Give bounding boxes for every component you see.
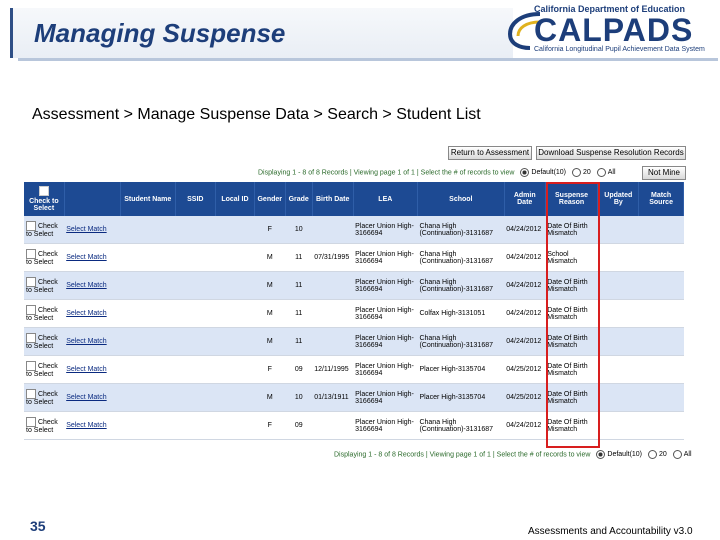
select-match-link[interactable]: Select Match [66,422,107,429]
admin-date-cell: 04/24/2012 [504,300,545,328]
check-cell[interactable] [24,244,64,272]
gender-cell: M [254,384,285,412]
radio-default[interactable] [520,168,529,177]
select-match-link[interactable]: Select Match [66,282,107,289]
suspense-reason-cell: Date Of Birth Mismatch [545,356,598,384]
updated-by-cell [598,384,639,412]
updated-by-cell [598,216,639,244]
logo-name: CALPADS [534,12,694,48]
updated-by-cell [598,300,639,328]
footer-caption: Assessments and Accountability v3.0 [528,526,693,537]
breadcrumb: Assessment > Manage Suspense Data > Search > Student List [32,106,481,123]
col-lea: LEA [353,182,417,216]
col-student-name: Student Name [121,182,176,216]
student-name-cell [121,272,176,300]
local-id-cell [216,328,255,356]
local-id-cell [216,216,255,244]
student-name-cell [121,412,176,440]
col-updated-by: Updated By [598,182,639,216]
gender-cell: F [254,412,285,440]
student-name-cell [121,216,176,244]
ssid-cell [175,300,216,328]
admin-date-cell: 04/24/2012 [504,412,545,440]
suspense-reason-cell: School Mismatch [545,244,598,272]
student-name-cell [121,300,176,328]
pager-bottom [334,450,692,459]
lea-cell: Placer Union High-3166694 [353,412,417,440]
slide-header [0,0,720,64]
admin-date-cell: 04/24/2012 [504,216,545,244]
updated-by-cell [598,412,639,440]
suspense-reason-cell: Date Of Birth Mismatch [545,328,598,356]
gender-cell: F [254,216,285,244]
student-name-cell [121,244,176,272]
check-label: Check to Select [26,222,58,238]
check-cell[interactable] [24,384,64,412]
row-checkbox[interactable] [26,389,36,399]
admin-date-cell: 04/25/2012 [504,384,545,412]
header-divider [18,58,718,61]
gender-cell: M [254,328,285,356]
gender-cell: F [254,356,285,384]
lea-cell: Placer Union High-3166694 [353,272,417,300]
school-cell: Chana High (Continuation)-3131687 [417,412,504,440]
calpads-logo [506,4,712,58]
birth-date-cell: 01/13/1911 [312,384,353,412]
radio-all-bottom-label: All [683,451,692,459]
ssid-cell [175,328,216,356]
page-title: Managing Suspense [34,18,286,48]
student-name-cell [121,384,176,412]
school-cell: Chana High (Continuation)-3131687 [417,272,504,300]
check-label: Check to Select [26,334,58,350]
suspense-reason-cell: Date Of Birth Mismatch [545,216,598,244]
match-source-cell [639,300,684,328]
col-birth-date: Birth Date [312,182,353,216]
suspense-reason-cell: Date Of Birth Mismatch [545,412,598,440]
birth-date-cell [312,412,353,440]
suspense-reason-cell: Date Of Birth Mismatch [545,300,598,328]
col-ssid: SSID [175,182,216,216]
updated-by-cell [598,244,639,272]
updated-by-cell [598,272,639,300]
download-suspense-button[interactable]: Download Suspense Resolution Records [536,146,686,160]
radio-all-label: All [607,169,616,177]
admin-date-cell: 04/24/2012 [504,244,545,272]
lea-cell: Placer Union High-3166694 [353,356,417,384]
school-cell: Chana High (Continuation)-3131687 [417,328,504,356]
ssid-cell [175,356,216,384]
radio-20-bottom-label: 20 [658,451,667,459]
check-cell[interactable] [24,272,64,300]
local-id-cell [216,272,255,300]
birth-date-cell [312,300,353,328]
ssid-cell [175,412,216,440]
col-match-source: Match Source [639,182,684,216]
grade-cell: 11 [285,300,312,328]
radio-all[interactable] [597,168,606,177]
local-id-cell [216,244,255,272]
match-source-cell [639,384,684,412]
radio-20-bottom[interactable] [648,450,657,459]
match-source-cell [639,244,684,272]
gender-cell: M [254,272,285,300]
row-checkbox[interactable] [26,333,36,343]
lea-cell: Placer Union High-3166694 [353,328,417,356]
return-to-assessment-button[interactable]: Return to Assessment [448,146,532,160]
select-match-link[interactable]: Select Match [66,394,107,401]
pager-top [258,168,616,177]
suspense-reason-highlight [546,182,600,448]
check-label: Check to Select [26,362,58,378]
ssid-cell [175,244,216,272]
logo-department: California Department of Education [534,4,686,14]
birth-date-cell [312,272,353,300]
radio-default-bottom[interactable] [596,450,605,459]
col-suspense-reason: Suspense Reason [545,182,598,216]
grade-cell: 11 [285,328,312,356]
updated-by-cell [598,356,639,384]
school-cell: Placer High-3135704 [417,384,504,412]
school-cell: Chana High (Continuation)-3131687 [417,244,504,272]
col-grade: Grade [285,182,312,216]
row-checkbox[interactable] [26,249,36,259]
col-check: Check to Select [24,182,64,216]
suspense-reason-cell: Date Of Birth Mismatch [545,272,598,300]
select-match-link[interactable]: Select Match [66,226,107,233]
check-label: Check to Select [26,306,58,322]
lea-cell: Placer Union High-3166694 [353,300,417,328]
col-local-id: Local ID [216,182,255,216]
check-label: Check to Select [26,390,58,406]
col-gender: Gender [254,182,285,216]
row-checkbox[interactable] [26,361,36,371]
radio-20-label: 20 [582,169,591,177]
not-mine-button[interactable]: Not Mine [642,166,686,180]
ssid-cell [175,216,216,244]
logo-subtitle: California Longitudinal Pupil Achievement Data System [534,46,705,53]
pager-bottom-text: Displaying 1 - 8 of 8 Records | Viewing page 1 of 1 | Select the # of records to view [334,451,591,459]
pager-top-text: Displaying 1 - 8 of 8 Records | Viewing page 1 of 1 | Select the # of records to view [258,169,515,177]
check-cell[interactable] [24,328,64,356]
select-match-link[interactable]: Select Match [66,310,107,317]
local-id-cell [216,356,255,384]
radio-20[interactable] [572,168,581,177]
check-label: Check to Select [26,418,58,434]
student-name-cell [121,356,176,384]
select-match-link[interactable]: Select Match [66,366,107,373]
grade-cell: 11 [285,244,312,272]
check-cell[interactable] [24,356,64,384]
grade-cell: 09 [285,412,312,440]
admin-date-cell: 04/25/2012 [504,356,545,384]
select-match-link[interactable]: Select Match [66,254,107,261]
check-cell[interactable] [24,412,64,440]
suspense-reason-cell: Date Of Birth Mismatch [545,384,598,412]
match-source-cell [639,356,684,384]
match-source-cell [639,216,684,244]
school-cell: Placer High-3135704 [417,356,504,384]
check-label: Check to Select [26,278,58,294]
birth-date-cell [312,216,353,244]
gender-cell: M [254,300,285,328]
radio-all-bottom[interactable] [673,450,682,459]
local-id-cell [216,384,255,412]
student-name-cell [121,328,176,356]
check-cell[interactable] [24,300,64,328]
birth-date-cell: 07/31/1995 [312,244,353,272]
lea-cell: Placer Union High-3166694 [353,244,417,272]
lea-cell: Placer Union High-3166694 [353,216,417,244]
lea-cell: Placer Union High-3166694 [353,384,417,412]
updated-by-cell [598,328,639,356]
school-cell: Chana High (Continuation)-3131687 [417,216,504,244]
match-source-cell [639,328,684,356]
local-id-cell [216,300,255,328]
row-checkbox[interactable] [26,221,36,231]
row-checkbox[interactable] [26,417,36,427]
radio-default-label: Default(10) [531,169,567,177]
select-all-checkbox[interactable] [39,186,49,196]
match-source-cell [639,412,684,440]
row-checkbox[interactable] [26,305,36,315]
grade-cell: 10 [285,384,312,412]
row-checkbox[interactable] [26,277,36,287]
birth-date-cell: 12/11/1995 [312,356,353,384]
admin-date-cell: 04/24/2012 [504,328,545,356]
slide-number: 35 [30,518,46,534]
admin-date-cell: 04/24/2012 [504,272,545,300]
grade-cell: 09 [285,356,312,384]
col-select [64,182,120,216]
school-cell: Colfax High-3131051 [417,300,504,328]
check-label: Check to Select [26,250,58,266]
gender-cell: M [254,244,285,272]
grade-cell: 10 [285,216,312,244]
ssid-cell [175,272,216,300]
select-match-link[interactable]: Select Match [66,338,107,345]
radio-default-bottom-label: Default(10) [607,451,643,459]
birth-date-cell [312,328,353,356]
ssid-cell [175,384,216,412]
col-school: School [417,182,504,216]
col-admin-date: Admin Date [504,182,545,216]
grade-cell: 11 [285,272,312,300]
check-cell[interactable] [24,216,64,244]
local-id-cell [216,412,255,440]
match-source-cell [639,272,684,300]
